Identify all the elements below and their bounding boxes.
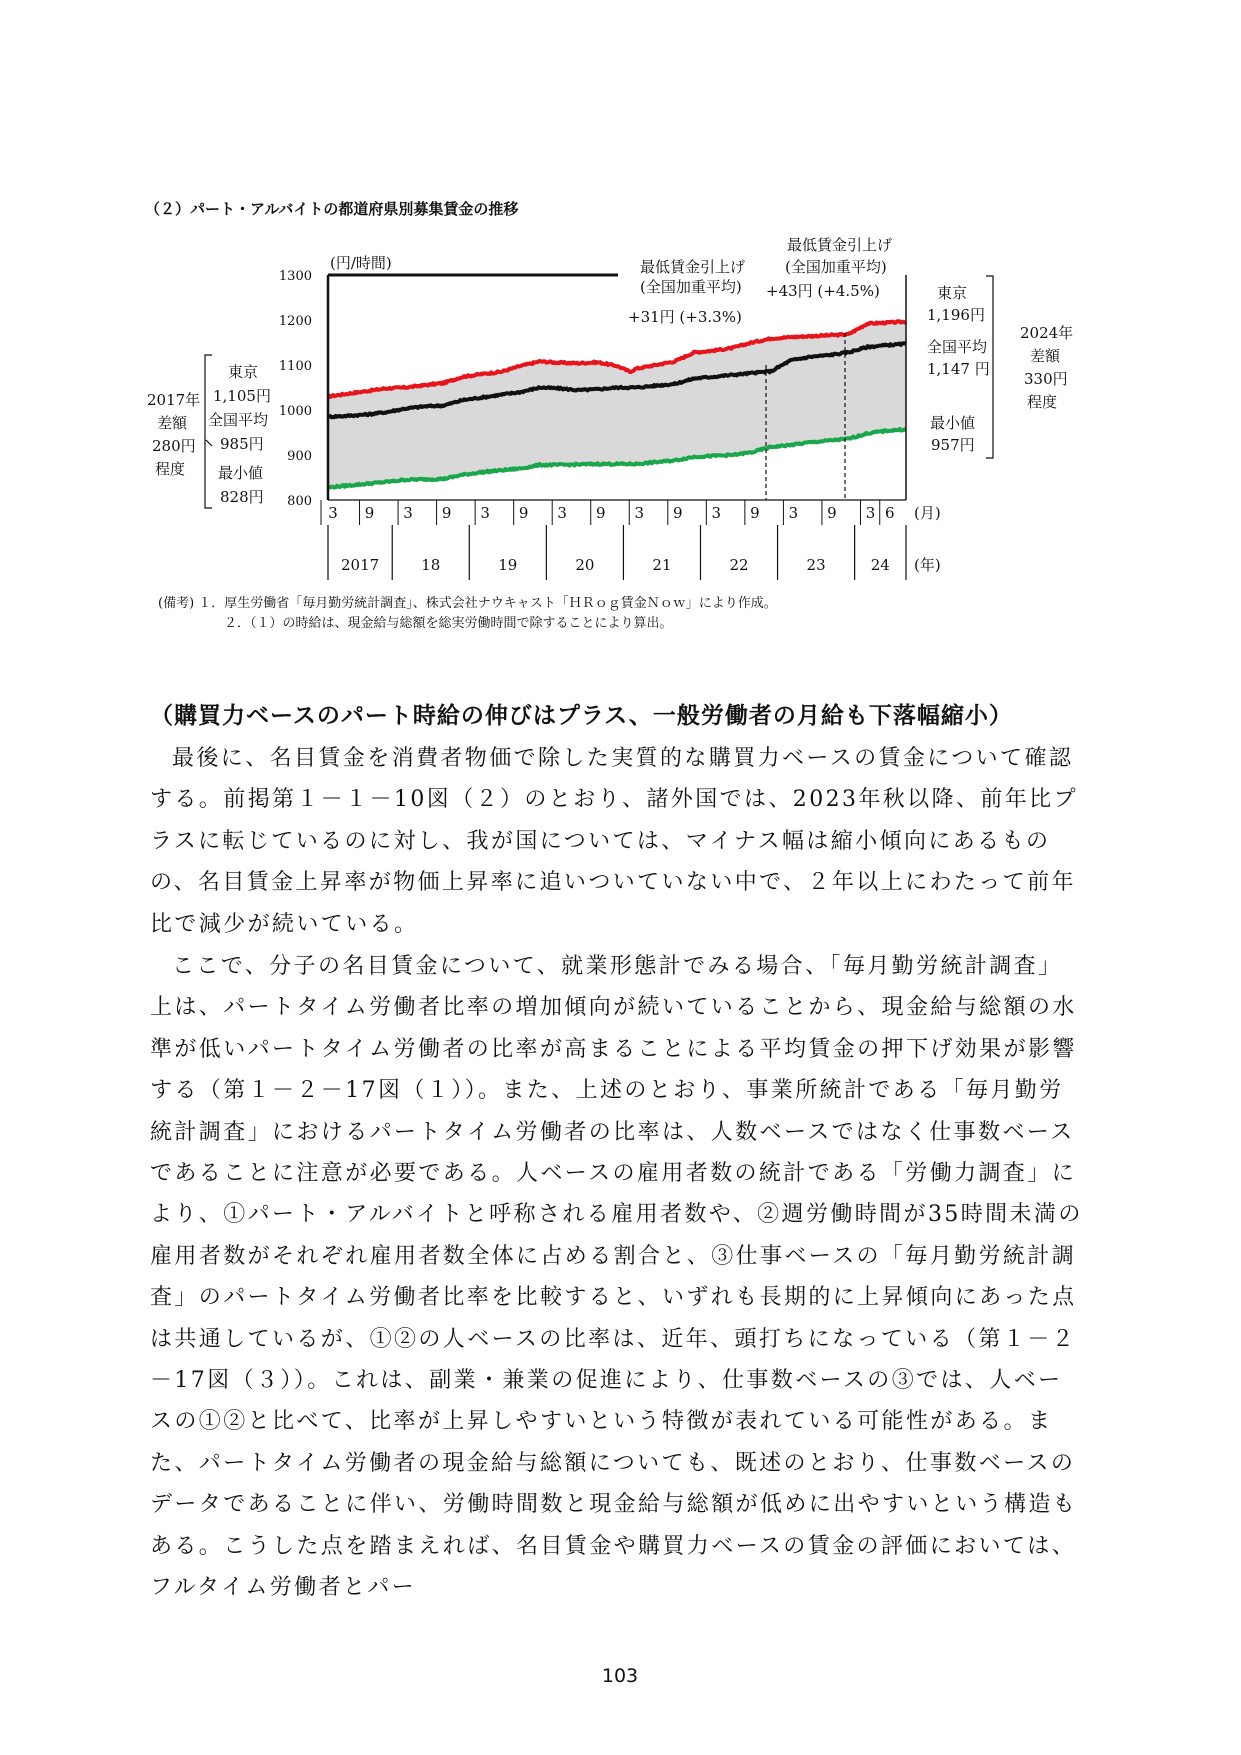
y-tick-label: 1000 xyxy=(278,404,312,419)
left-bracket-notch xyxy=(206,440,212,446)
right-national-value: 1,147 円 xyxy=(927,360,990,378)
annotation-2022-line1: 最低賃金引上げ xyxy=(640,258,746,276)
y-tick-label: 800 xyxy=(287,494,312,509)
annotation-2022-line3: +31円 (+3.3%) xyxy=(628,308,742,326)
annotation-2022-line2: (全国加重平均) xyxy=(640,278,742,296)
x-year-label: 19 xyxy=(498,556,518,574)
year-unit: (年) xyxy=(914,556,941,574)
figure-note-1: (備考) １．厚生労働省「毎月勤労統計調査」、株式会社ナウキャスト「ＨＲｏｇ賃金Ｎｏｗ」により作成。 xyxy=(158,596,777,611)
left-diff-approx: 程度 xyxy=(155,460,186,478)
y-tick-label: 900 xyxy=(287,449,312,464)
y-tick-label: 1100 xyxy=(278,359,312,374)
left-tokyo-label: 東京 xyxy=(228,363,259,381)
right-minimum-label: 最小値 xyxy=(930,414,976,432)
left-bracket xyxy=(205,355,212,508)
right-minimum-value: 957円 xyxy=(931,436,975,454)
x-year-label: 2017 xyxy=(341,556,380,574)
x-month-tick-label: 3 xyxy=(711,504,722,522)
page-number: 103 xyxy=(601,1665,639,1687)
right-national-label: 全国平均 xyxy=(927,338,988,356)
x-month-tick-label: 9 xyxy=(595,504,606,522)
x-month-tick-label: 3 xyxy=(403,504,413,522)
x-month-tick-label: 6 xyxy=(884,504,895,522)
y-tick-label: 1200 xyxy=(278,314,312,329)
left-national-value: 985円 xyxy=(220,435,264,453)
annotation-2023-line2: (全国加重平均) xyxy=(785,258,887,276)
right-diff-value: 330円 xyxy=(1024,370,1068,388)
month-unit: (月) xyxy=(914,504,941,522)
x-year-label: 20 xyxy=(575,556,595,574)
x-month-tick-label: 3 xyxy=(328,504,338,522)
figure-note-2: ２．（１）の時給は、現金給与総額を総実労働時間で除することにより算出。 xyxy=(224,616,673,631)
left-diff-word: 差額 xyxy=(157,414,188,432)
x-month-tick-label: 3 xyxy=(557,504,567,522)
x-month-tick-label: 3 xyxy=(865,504,876,522)
body-paragraph: ここで、分子の名目賃金について、就業形態計でみる場合、「毎月勤労統計調査」上は、パートタイム労働者比率の増加傾向が続いていることから、現金給与総額の水準が低いパートタイム労働者の比率が高まることによる平均賃金の押下げ効果が影響する（第１－２－17図（１））。また、上述のとおり、事業所統計である「毎月勤労統計調査」におけるパートタイム労働者の比率は、人数ベースではなく仕事数ベースであることに注意が必要である。人ベースの雇用者数の統計である「労働力調査」により、①パート・アルバイトと呼称される雇用者数や、②週労働時間が35時間未満の雇用者数がそれぞれ雇用者数全体に占める割合と、③仕事ベースの「毎月勤労統計調査」のパートタイム労働者比率を比較すると、いずれも長期的に上昇傾向にあった点は共通しているが、①②の人ベースの比率は、近年、頭打ちになっている（第１－２－17図（３））。これは、副業・兼業の促進により、仕事数ベースの③では、人ベースの①②と比べて、比率が上昇しやすいという特徴が表れている可能性がある。また、パートタイム労働者の現金給与総額についても、既述のとおり、仕事数ベースのデータであることに伴い、労働時間数と現金給与総額が低めに出やすいという構造もある。こうした点を踏まえれば、名目賃金や購買力ベースの賃金の評価においては、フルタイム労働者とパー xyxy=(150,954,1083,1601)
left-diff-value: 280円 xyxy=(152,437,196,455)
x-month-tick-label: 9 xyxy=(364,504,375,522)
x-year-label: 21 xyxy=(652,556,672,574)
annotation-2023-line3: +43円 (+4.5%) xyxy=(766,282,880,300)
x-year-label: 23 xyxy=(806,556,826,574)
x-month-tick-label: 9 xyxy=(827,504,837,522)
left-minimum-label: 最小値 xyxy=(218,464,264,482)
x-month-tick-label: 9 xyxy=(518,504,529,522)
section-heading: （購買力ベースのパート時給の伸びはプラス、一般労働者の月給も下落幅縮小） xyxy=(150,702,1013,729)
x-year-label: 24 xyxy=(870,556,890,574)
annotation-2023-line1: 最低賃金引上げ xyxy=(787,236,893,254)
x-month-tick-label: 3 xyxy=(480,504,490,522)
right-diff-approx: 程度 xyxy=(1027,393,1058,411)
unit-label: (円/時間) xyxy=(330,254,392,272)
x-year-label: 18 xyxy=(421,556,441,574)
right-diff-year: 2024年 xyxy=(1020,324,1074,342)
right-tokyo-value: 1,196円 xyxy=(927,306,985,324)
left-minimum-value: 828円 xyxy=(220,488,264,506)
x-month-tick-label: 3 xyxy=(634,504,645,522)
x-month-tick-label: 3 xyxy=(788,504,799,522)
x-month-tick-label: 9 xyxy=(441,504,452,522)
right-tokyo-label: 東京 xyxy=(937,284,968,302)
left-tokyo-value: 1,105円 xyxy=(213,387,271,405)
y-tick-label: 1300 xyxy=(278,269,312,284)
left-diff-year: 2017年 xyxy=(147,391,201,409)
figure-title: （２）パート・アルバイトの都道府県別募集賃金の推移 xyxy=(145,200,519,218)
left-national-label: 全国平均 xyxy=(208,411,269,429)
x-year-label: 22 xyxy=(729,556,749,574)
wage-chart xyxy=(0,0,1241,640)
right-diff-word: 差額 xyxy=(1030,347,1061,365)
x-month-tick-label: 9 xyxy=(750,504,760,522)
x-month-tick-label: 9 xyxy=(673,504,683,522)
body-paragraph: 最後に、名目賃金を消費者物価で除した実質的な購買力ベースの賃金について確認する。前掲第１－１－10図（２）のとおり、諸外国では、2023年秋以降、前年比プラスに転じているのに対し、我が国については、マイナス幅は縮小傾向にあるものの、名目賃金上昇率が物価上昇率に追いついていない中で、２年以上にわたって前年比で減少が続いている。 xyxy=(150,746,1078,937)
